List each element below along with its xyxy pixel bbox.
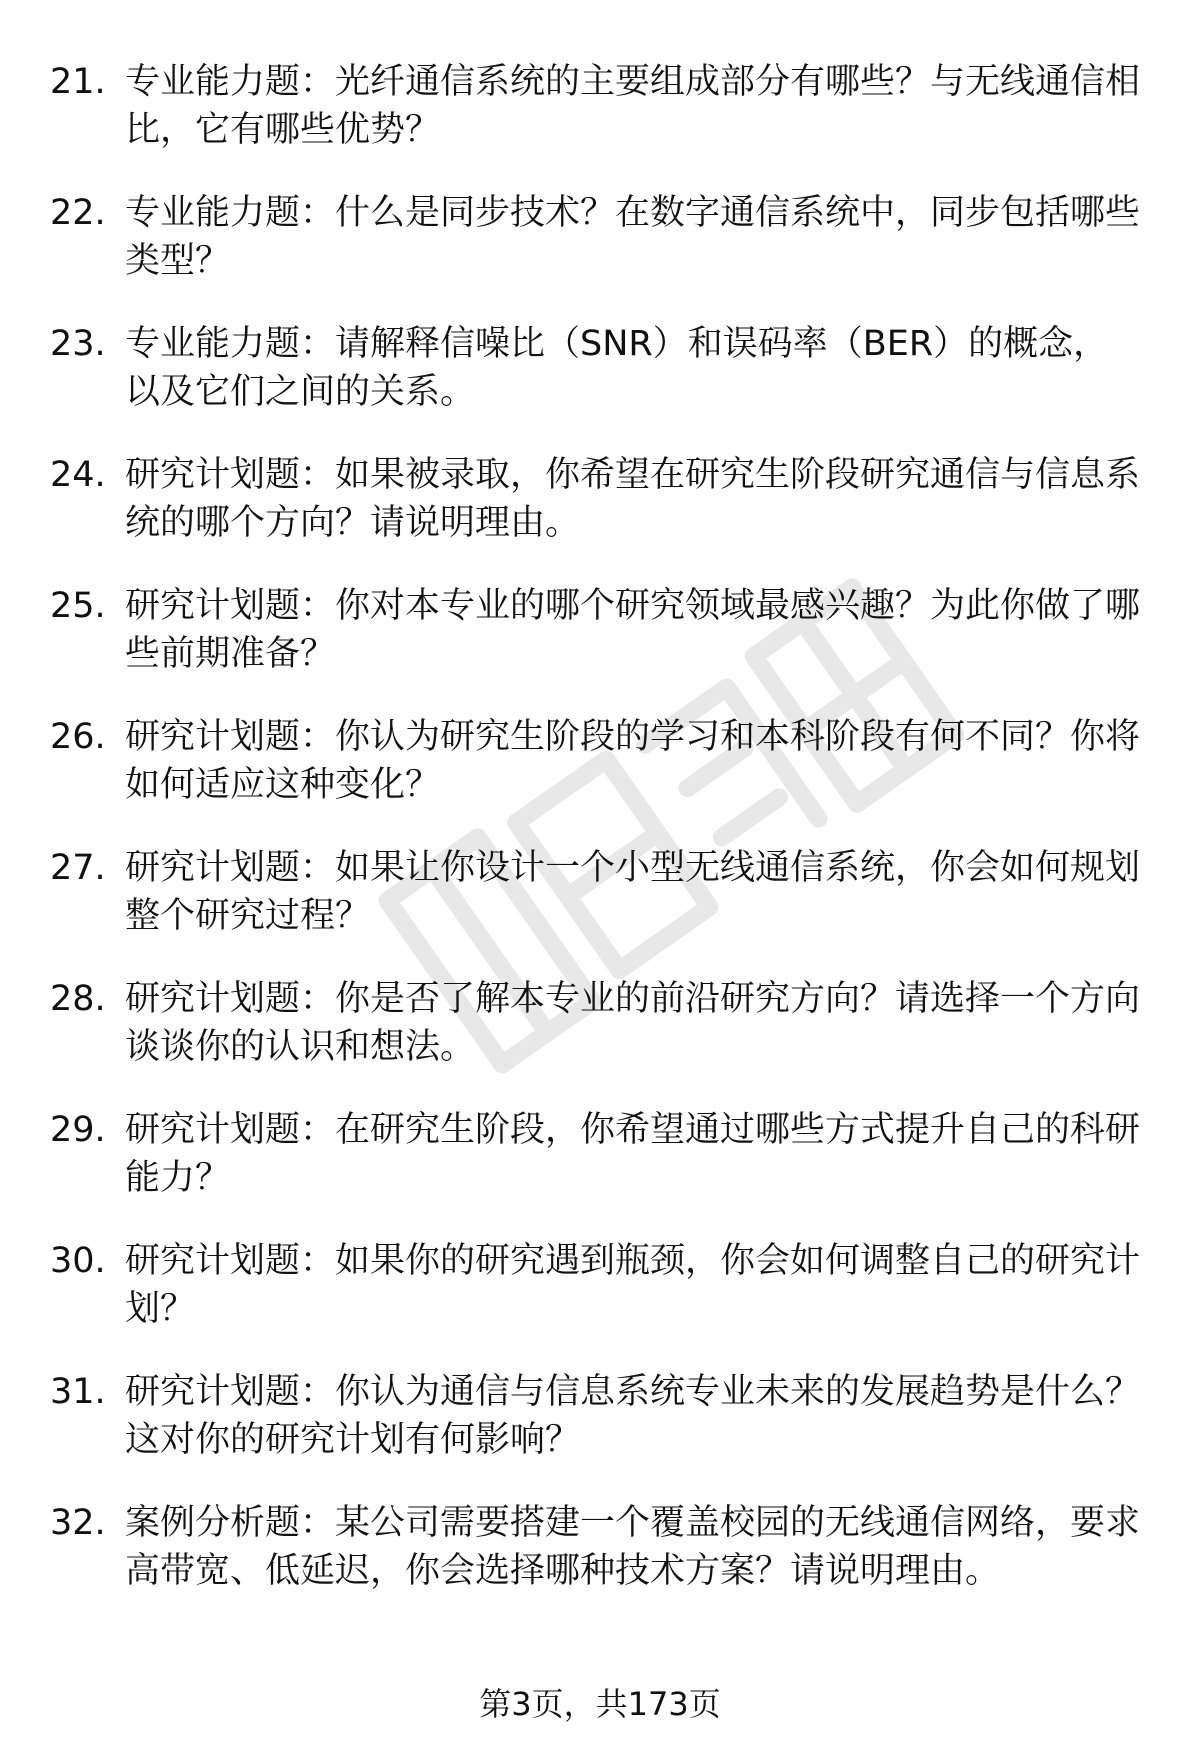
question-number: 31.	[50, 1372, 106, 1412]
question-text: 研究计划题：你认为研究生阶段的学习和本科阶段有何不同？你将如何适应这种变化？	[125, 717, 1141, 805]
question-item	[50, 451, 1150, 582]
question-number: 24.	[50, 455, 106, 495]
question-item	[50, 1237, 1150, 1368]
question-item	[50, 189, 1150, 320]
question-text: 研究计划题：如果你的研究遇到瓶颈，你会如何调整自己的研究计划？	[125, 1241, 1141, 1329]
question-number: 30.	[50, 1241, 106, 1281]
question-item	[50, 1368, 1150, 1499]
question-list	[50, 58, 1150, 1630]
question-item	[50, 844, 1150, 975]
question-text: 专业能力题：光纤通信系统的主要组成部分有哪些？与无线通信相比，它有哪些优势？	[125, 62, 1141, 150]
question-text: 研究计划题：你是否了解本专业的前沿研究方向？请选择一个方向谈谈你的认识和想法。	[125, 979, 1141, 1067]
question-text: 专业能力题：请解释信噪比（SNR）和误码率（BER）的概念，以及它们之间的关系。	[125, 324, 1109, 412]
question-number: 28.	[50, 979, 106, 1019]
question-number: 21.	[50, 62, 106, 102]
question-item	[50, 320, 1150, 451]
page-number-footer: 第3页，共173页	[479, 1685, 721, 1723]
question-number: 25.	[50, 586, 106, 626]
question-item	[50, 58, 1150, 189]
question-number: 23.	[50, 324, 106, 364]
question-item	[50, 713, 1150, 844]
question-item	[50, 975, 1150, 1106]
question-text: 研究计划题：如果被录取，你希望在研究生阶段研究通信与信息系统的哪个方向？请说明理由。	[125, 455, 1141, 543]
question-item	[50, 1106, 1150, 1237]
question-text: 专业能力题：什么是同步技术？在数字通信系统中，同步包括哪些类型？	[125, 193, 1141, 281]
question-number: 29.	[50, 1110, 106, 1150]
question-number: 26.	[50, 717, 106, 757]
question-text: 研究计划题：如果让你设计一个小型无线通信系统，你会如何规划整个研究过程？	[125, 848, 1141, 936]
question-number: 27.	[50, 848, 106, 888]
question-text: 案例分析题：某公司需要搭建一个覆盖校园的无线通信网络，要求高带宽、低延迟，你会选择哪种技术方案？请说明理由。	[125, 1503, 1141, 1591]
question-item	[50, 582, 1150, 713]
question-text: 研究计划题：在研究生阶段，你希望通过哪些方式提升自己的科研能力？	[125, 1110, 1141, 1198]
question-text: 研究计划题：你对本专业的哪个研究领域最感兴趣？为此你做了哪些前期准备？	[125, 586, 1141, 674]
question-number: 32.	[50, 1503, 106, 1543]
question-text: 研究计划题：你认为通信与信息系统专业未来的发展趋势是什么？这对你的研究计划有何影响？	[125, 1372, 1141, 1460]
question-number: 22.	[50, 193, 106, 233]
question-item	[50, 1499, 1150, 1630]
